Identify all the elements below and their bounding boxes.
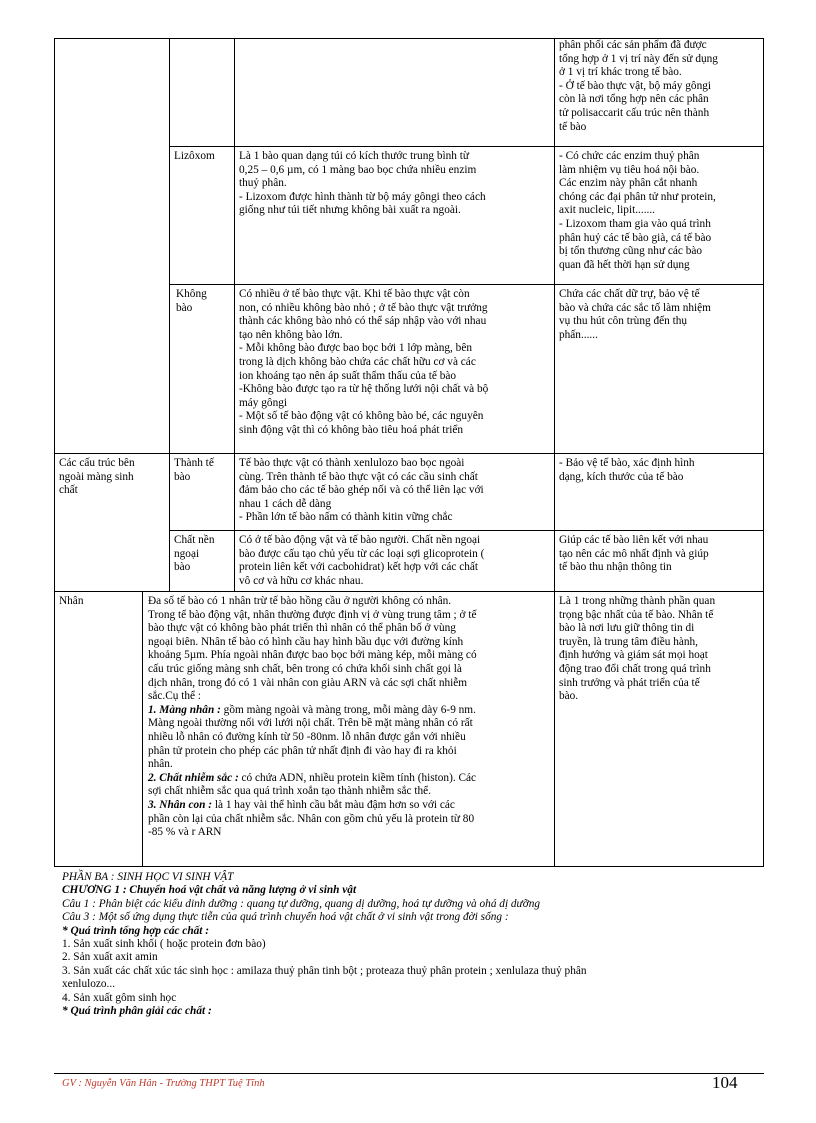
list-item: xenlulozo... [62,978,116,991]
page-number: 104 [712,1073,738,1092]
footer-divider [54,1073,764,1074]
list-item: 4. Sản xuất gôm sinh học [62,991,177,1004]
khongbao-name: Không bào [176,288,207,314]
nhan-structure: Đa số tế bào có 1 nhân trừ tế bào hồng cầu ở người không có nhân. Trong tế bào động vật, nhân thường được định vị ở vùng trung tâm ; ở tế bào thực vật có không bào phát triển thì nhân có thể phân bố ở vùng ngoại biên. Nhân tế bào có hình cầu hay hình bầu dục với đường kính khoảng 5µm. Phía ngoài nhân được bao bọc bởi màng kép, mỗi màng có cấu trúc giống màng snh chất, bên trong có chứa khối sinh chất gọi là dịch nhân, trong đó có 1 vài nhân con giàu ARN và các sợi chất nhiễm sắc.Cụ thể : 1. Màng nhân : gồm màng ngoài và màng trong, mỗi màng dày 6-9 nm. Màng ngoài thường nối với lưới nội chất. Trên bề mặt màng nhân có rất nhiều lỗ nhân có đường kính từ 50 -80nm. lỗ nhân được gắn với nhiều phân tử protein cho phép các phân tử nhất định đi vào hay đi ra khỏi nhân. 2. Chất nhiễm sắc : có chứa ADN, nhiều protein kiềm tính (histon). Các sợi chất nhiễm sắc qua quá trình xoắn tạo thành nhiễm sắc thể. 3. Nhân con : là 1 hay vài thể hình cầu bắt màu đậm hơn so với các phần còn lại của chất nhiễm sắc. Nhân con gồm chủ yếu là protein từ 80 -85 % và r ARN [148,595,477,839]
nucleolus-heading: 3. Nhân con : [148,798,213,811]
list-item: 1. Sản xuất sinh khối ( hoặc protein đơn bào) [62,938,266,951]
lizoxom-function: - Có chức các enzim thuỷ phân làm nhiệm vụ tiêu hoá nội bào. Các enzim này phân cắt nhanh chóng các đại phân tử như protein, axit nucleic, lipit....... - Lizoxom tham gia vào quá trình phân huỷ các tế bào già, cá tế bào bị tổn thương cũng như các bào quan đã hết thời hạn sử dụng [559,150,716,271]
organelle-table [54,38,764,866]
chapter-heading: CHƯƠNG 1 : Chuyển hoá vật chất và năng lượng ở vi sinh vật [62,884,357,897]
synthesis-heading: * Quá trình tổng hợp các chất : [62,924,209,937]
chatnen-function: Giúp các tế bào liên kết với nhau tạo nên các mô nhất định và giúp tế bào thu nhận thông tin [559,534,709,574]
golgi-function-cell: phân phối các sản phẩm đã được tổng hợp ở 1 vị trí này đến sử dụng ở 1 vị trí khác trong tế bào. - Ở tế bào thực vật, bộ máy gôngi còn là nơi tổng hợp nên các phân tử polisaccarit cấu trúc nên thành tế bào [559,39,718,133]
thanhtebao-structure: Tế bào thực vật có thành xenlulozo bao bọc ngoài cùng. Trên thành tế bào thực vật có các cầu sinh chất đảm bảo cho các tế bào ghép nối và có thể liên lạc với nhau 1 cách dễ dàng - Phần lớn tế bào nấm có thành kitin vững chắc [239,457,484,524]
list-item: 2. Sản xuất axit amin [62,951,158,964]
part-heading: PHẦN BA : SINH HỌC VI SINH VẬT [62,871,234,883]
nhan-name: Nhân [59,595,84,607]
lizoxom-structure: Là 1 bào quan dạng túi có kích thước trung bình từ 0,25 – 0,6 µm, có 1 màng bao bọc chứa nhiều enzim thuỷ phân. - Lizoxom được hình thành từ bộ máy gôngi theo cách giống như túi tiết nhưng không bài xuất ra ngoài. [239,150,486,217]
nhan-function: Là 1 trong những thành phần quan trọng bậc nhất của tế bào. Nhân tế bào là nơi lưu giữ thông tin di truyền, là trung tâm điều hành, định hướng và giám sát mọi hoạt động trao đổi chất trong quá trình sinh trưởng và phát triển của tế bào. [559,595,716,703]
chromatin-heading: 2. Chất nhiễm sắc : [148,771,239,784]
khongbao-structure: Có nhiều ở tế bào thực vật. Khi tế bào thực vật còn non, có nhiều không bào nhỏ ; ở tế bào thực vật trưởng thành các không bào nhỏ có thể sáp nhập vào với nhau tạo nên không bào lớn. - Mỗi không bào được bao bọc bởi 1 lớp màng, bên trong là dịch không bào chứa các chất hữu cơ và các ion khoáng tạo nên áp suất thẩm thấu của tế bào -Không bào được tạo ra từ hệ thống lưới nội chất và bộ máy gôngi - Một số tế bào động vật có không bào bé, các nguyên sinh động vật thì có không bào tiêu hoá phát triển [239,288,489,436]
thanhtebao-function: - Bảo vệ tế bào, xác định hình dạng, kích thước của tế bào [559,457,695,483]
decomposition-heading: * Quá trình phân giải các chất : [62,1005,212,1018]
microbiology-section [62,871,762,1018]
thanhtebao-name: Thành tế bào [174,457,214,483]
question-3: Câu 3 : Một số ứng dụng thực tiễn của quá trình chuyển hoá vật chất ở vi sinh vật trong đời sống : [62,911,509,924]
khongbao-function: Chứa các chất dữ trự, bảo vệ tế bào và chứa các sắc tố làm nhiệm vụ thu hút côn trùng đến thụ phấn...... [559,288,711,341]
chatnen-structure: Có ở tế bào động vật và tế bào người. Chất nền ngoại bào được cấu tạo chủ yếu từ các loại sợi glicoprotein ( protein liên kết với cacbohidrat) kết hợp với các chất vô cơ và hữu cơ khác nhau. [239,534,485,587]
outside-structures-label: Các cấu trúc bên ngoài màng sinh chất [59,457,135,497]
question-1: Câu 1 : Phân biệt các kiểu dinh dưỡng : quang tự dưỡng, quang dị dưỡng, hoá tự dưỡng và ohá dị dưỡng [62,897,541,910]
lizoxom-name: Lizôxom [174,150,215,162]
nuclear-membrane-heading: 1. Màng nhân : [148,703,221,716]
list-item: 3. Sản xuất các chất xúc tác sinh học : amilaza thuỷ phân tinh bột ; proteaza thuỷ phân protein ; xenlulaza thuỷ phân [62,964,587,977]
chatnen-name: Chất nền ngoại bào [174,534,215,574]
footer-author: GV : Nguyễn Văn Hân - Trường THPT Tuệ Tĩnh [62,1078,265,1089]
